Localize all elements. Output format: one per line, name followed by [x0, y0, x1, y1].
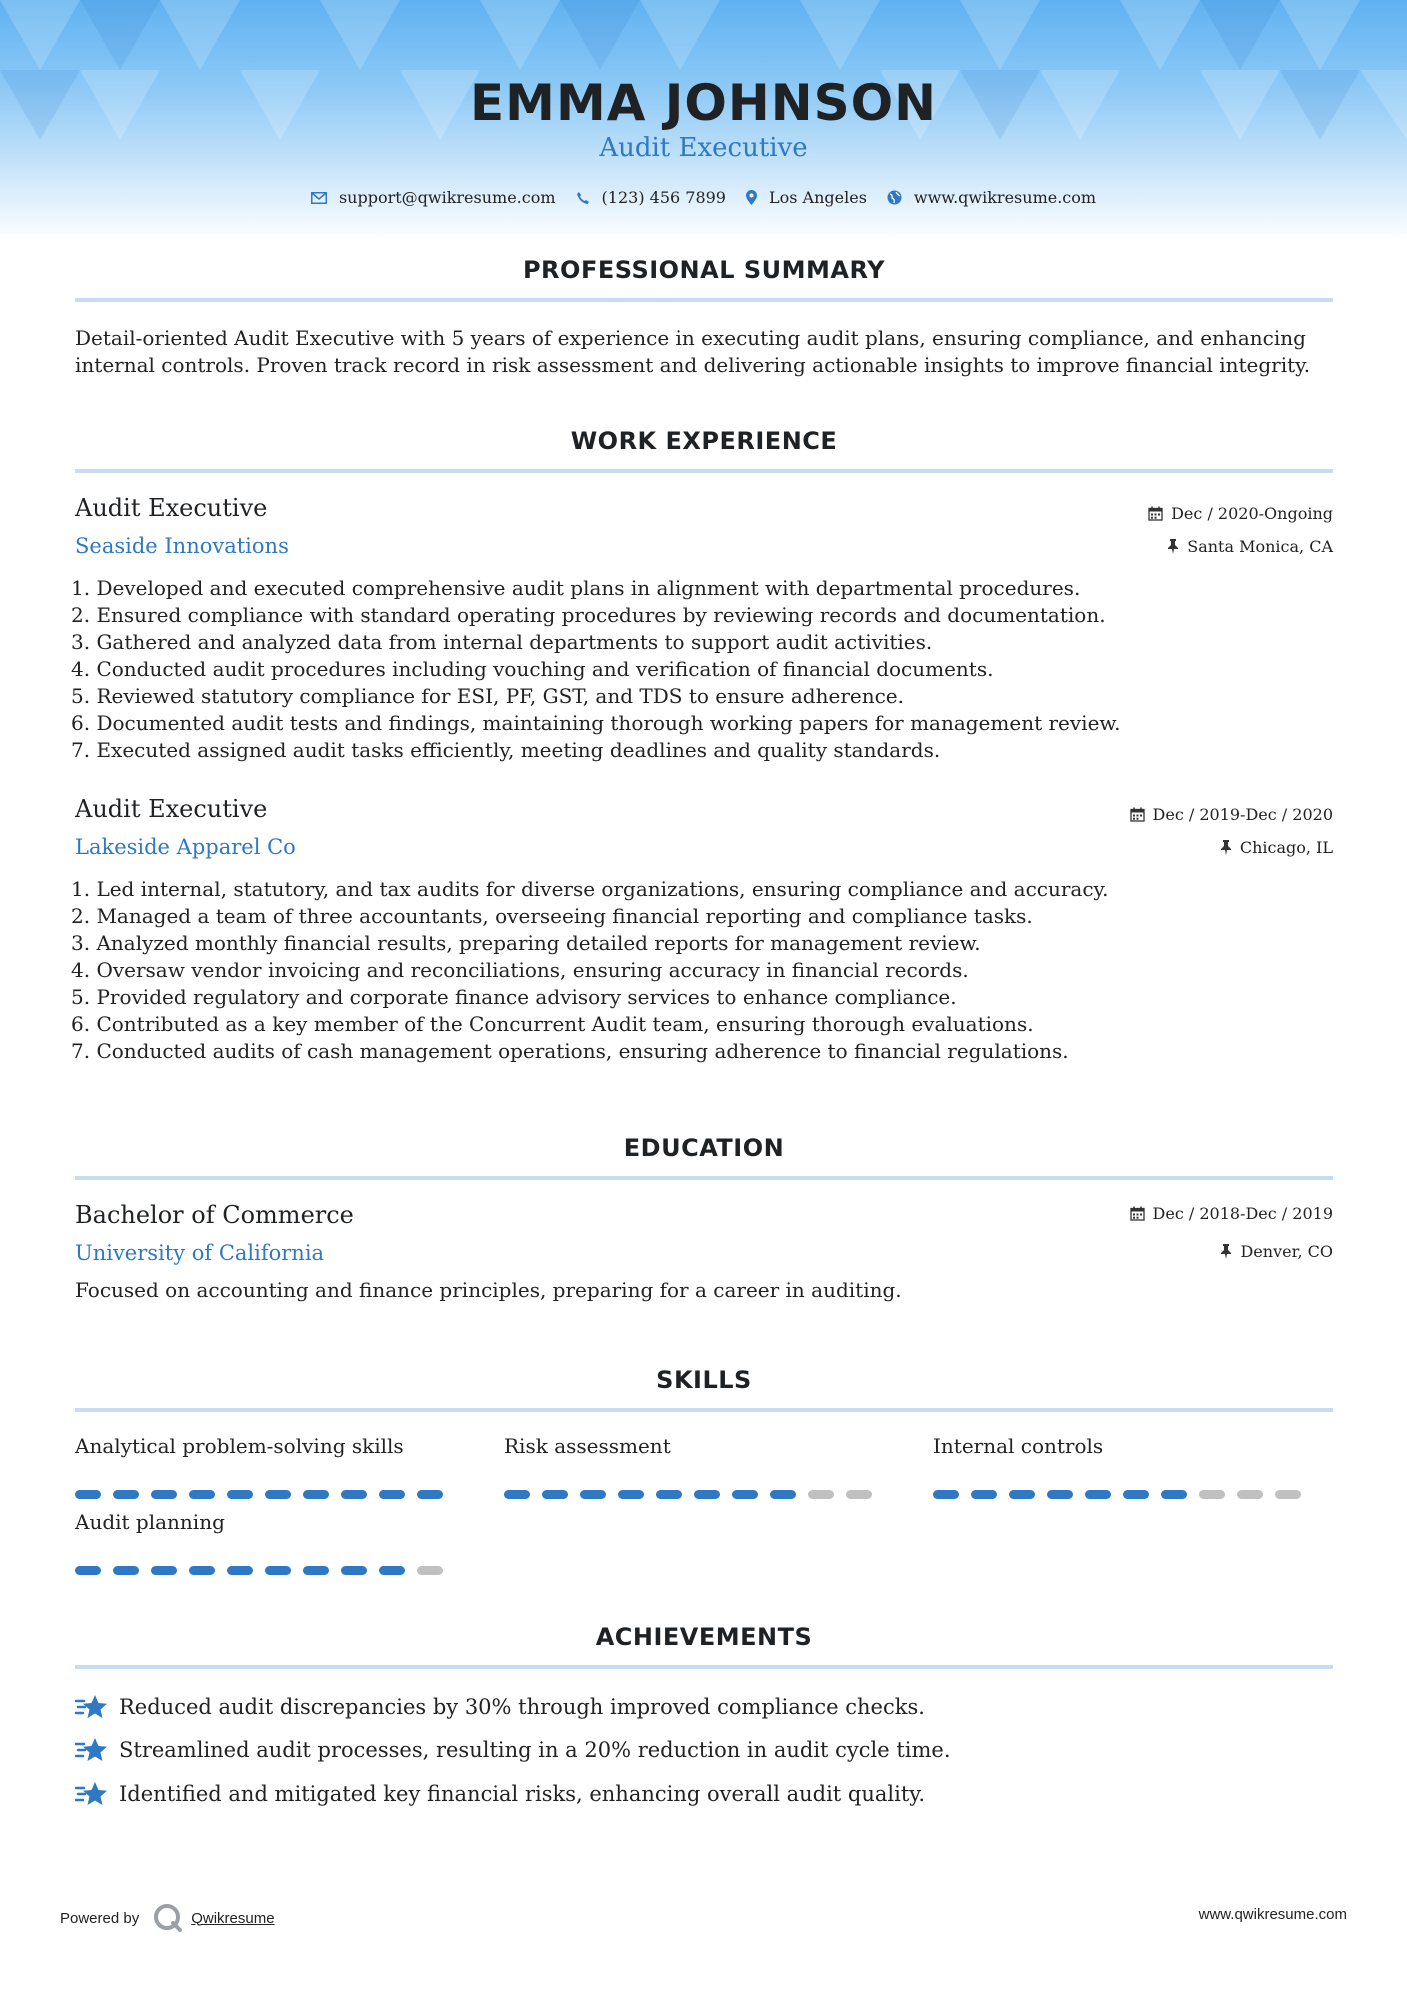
achievements-heading: ACHIEVEMENTS	[595, 1623, 813, 1651]
location-text: Denver, CO	[1240, 1242, 1333, 1261]
skill-level-segment	[417, 1566, 443, 1575]
qwikresume-logo-icon	[153, 1903, 183, 1933]
achievement-item	[75, 1736, 951, 1764]
location-text: Los Angeles	[768, 188, 867, 207]
skill-item	[75, 1434, 455, 1499]
degree-title: Bachelor of Commerce	[75, 1201, 354, 1229]
summary-divider	[75, 298, 1333, 302]
skill-level-segment	[265, 1490, 291, 1499]
skill-level-segment	[808, 1490, 834, 1499]
skill-level-segment	[417, 1490, 443, 1499]
skill-level-segment	[113, 1490, 139, 1499]
skill-level-segment	[379, 1490, 405, 1499]
skill-level-segment	[1047, 1490, 1073, 1499]
achievements-divider	[75, 1665, 1333, 1669]
education-dates	[1130, 1204, 1333, 1223]
skill-level-segment	[933, 1490, 959, 1499]
skill-level-bar	[75, 1490, 455, 1499]
skills-heading: SKILLS	[656, 1366, 752, 1394]
achievement-text: Identified and mitigated key financial risks, enhancing overall audit quality.	[119, 1782, 926, 1806]
achievement-item	[75, 1693, 925, 1721]
list-item: 2. Ensured compliance with standard operating procedures by reviewing records and documentation.	[71, 603, 1106, 627]
job-dates	[1130, 805, 1333, 824]
contact-email[interactable]	[311, 188, 556, 207]
list-item: 6. Contributed as a key member of the Concurrent Audit team, ensuring thorough evaluations.	[71, 1012, 1034, 1036]
summary-heading: PROFESSIONAL SUMMARY	[522, 256, 886, 284]
qwikresume-link[interactable]: Qwikresume	[191, 1909, 275, 1927]
skill-level-segment	[770, 1490, 796, 1499]
education-description: Focused on accounting and finance principles, preparing for a career in auditing.	[75, 1278, 902, 1302]
skill-level-segment	[732, 1490, 758, 1499]
list-item: 3. Gathered and analyzed data from internal departments to support audit activities.	[71, 630, 933, 654]
skill-level-segment	[265, 1566, 291, 1575]
contact-bar	[0, 188, 1407, 207]
website-text: www.qwikresume.com	[913, 188, 1097, 207]
dates-text: Dec / 2019-Dec / 2020	[1152, 805, 1333, 824]
star-icon	[75, 1736, 107, 1764]
contact-location	[746, 188, 867, 207]
skill-level-segment	[542, 1490, 568, 1499]
skill-level-bar	[504, 1490, 884, 1499]
candidate-name: EMMA JOHNSON	[470, 74, 937, 132]
star-icon	[75, 1693, 107, 1721]
footer-url[interactable]: www.qwikresume.com	[1198, 1906, 1347, 1923]
skill-level-segment	[1085, 1490, 1111, 1499]
skill-level-segment	[189, 1566, 215, 1575]
job-company: Lakeside Apparel Co	[75, 835, 296, 859]
job-bullets	[71, 876, 1109, 1065]
job-company: Seaside Innovations	[75, 534, 289, 558]
skill-level-segment	[1199, 1490, 1225, 1499]
candidate-title: Audit Executive	[599, 133, 808, 163]
skill-level-segment	[341, 1490, 367, 1499]
skill-level-segment	[846, 1490, 872, 1499]
dates-text: Dec / 2018-Dec / 2019	[1152, 1204, 1333, 1223]
education-divider	[75, 1176, 1333, 1180]
skill-level-segment	[151, 1566, 177, 1575]
skill-name: Risk assessment	[504, 1434, 671, 1458]
list-item: 4. Oversaw vendor invoicing and reconciliations, ensuring accuracy in financial records.	[71, 958, 969, 982]
skill-level-bar	[933, 1490, 1313, 1499]
skill-name: Analytical problem-solving skills	[75, 1434, 404, 1458]
calendar-icon	[1130, 807, 1145, 822]
experience-divider	[75, 469, 1333, 473]
list-item: 2. Managed a team of three accountants, overseeing financial reporting and compliance tasks.	[71, 904, 1033, 928]
skill-level-segment	[580, 1490, 606, 1499]
email-text: support@qwikresume.com	[338, 188, 556, 207]
job-bullets	[71, 575, 1121, 764]
list-item: 4. Conducted audit procedures including vouching and verification of financial documents.	[71, 657, 994, 681]
summary-text: Detail-oriented Audit Executive with 5 years of experience in executing audit plans, ensuring compliance, and enhancing internal controls. Proven track record in risk assessment and delivering actionable insights to improve financial integrity.	[75, 326, 1311, 377]
powered-by-label: Powered by	[60, 1909, 140, 1927]
skill-level-segment	[227, 1566, 253, 1575]
skill-level-segment	[189, 1490, 215, 1499]
envelope-icon	[311, 192, 327, 204]
job-location	[1167, 537, 1333, 556]
skill-level-segment	[618, 1490, 644, 1499]
education-heading: EDUCATION	[623, 1134, 785, 1162]
pushpin-icon	[1220, 1244, 1232, 1259]
skill-level-bar	[75, 1566, 455, 1575]
achievement-text: Reduced audit discrepancies by 30% through improved compliance checks.	[119, 1695, 925, 1719]
job-dates	[1148, 504, 1333, 523]
skill-level-segment	[227, 1490, 253, 1499]
education-location	[1220, 1242, 1333, 1261]
location-text: Chicago, IL	[1239, 838, 1333, 857]
skill-level-segment	[151, 1490, 177, 1499]
job-location	[1220, 838, 1333, 857]
contact-phone[interactable]	[576, 188, 726, 207]
skill-level-segment	[504, 1490, 530, 1499]
skill-level-segment	[303, 1490, 329, 1499]
list-item: 7. Conducted audits of cash management operations, ensuring adherence to financial regulations.	[71, 1039, 1069, 1063]
skill-item	[933, 1434, 1313, 1499]
skill-level-segment	[303, 1566, 329, 1575]
skill-level-segment	[971, 1490, 997, 1499]
achievement-item	[75, 1780, 925, 1808]
list-item: 5. Provided regulatory and corporate finance advisory services to enhance compliance.	[71, 985, 957, 1009]
skill-level-segment	[75, 1490, 101, 1499]
calendar-icon	[1130, 1206, 1145, 1221]
experience-heading: WORK EXPERIENCE	[570, 427, 838, 455]
list-item: 7. Executed assigned audit tasks efficiently, meeting deadlines and quality standards.	[71, 738, 941, 762]
school-name: University of California	[75, 1241, 325, 1265]
skills-divider	[75, 1408, 1333, 1412]
list-item: 5. Reviewed statutory compliance for ESI, PF, GST, and TDS to ensure adherence.	[71, 684, 904, 708]
skill-level-segment	[75, 1566, 101, 1575]
list-item: 1. Led internal, statutory, and tax audits for diverse organizations, ensuring compliance and accuracy.	[71, 877, 1109, 901]
skill-level-segment	[1123, 1490, 1149, 1499]
skill-item	[75, 1510, 455, 1575]
list-item: 3. Analyzed monthly financial results, preparing detailed reports for management review.	[71, 931, 981, 955]
contact-website[interactable]	[887, 188, 1096, 207]
phone-text: (123) 456 7899	[601, 188, 726, 207]
skill-level-segment	[341, 1566, 367, 1575]
skill-name: Audit planning	[75, 1510, 225, 1534]
skill-level-segment	[1237, 1490, 1263, 1499]
skill-name: Internal controls	[933, 1434, 1104, 1458]
job-title: Audit Executive	[75, 494, 268, 522]
powered-by	[60, 1903, 275, 1933]
map-pin-icon	[746, 190, 757, 205]
phone-icon	[576, 191, 590, 205]
list-item: 1. Developed and executed comprehensive audit plans in alignment with departmental procedures.	[71, 576, 1081, 600]
skill-level-segment	[694, 1490, 720, 1499]
globe-icon	[887, 190, 902, 205]
achievement-text: Streamlined audit processes, resulting in a 20% reduction in audit cycle time.	[119, 1738, 951, 1762]
skill-level-segment	[1275, 1490, 1301, 1499]
skill-item	[504, 1434, 884, 1499]
skill-level-segment	[1161, 1490, 1187, 1499]
skill-level-segment	[656, 1490, 682, 1499]
skill-level-segment	[113, 1566, 139, 1575]
pushpin-icon	[1167, 539, 1179, 554]
star-icon	[75, 1780, 107, 1808]
location-text: Santa Monica, CA	[1187, 537, 1333, 556]
job-title: Audit Executive	[75, 795, 268, 823]
skill-level-segment	[1009, 1490, 1035, 1499]
calendar-icon	[1148, 506, 1163, 521]
pushpin-icon	[1220, 840, 1232, 855]
list-item: 6. Documented audit tests and findings, maintaining thorough working papers for management review.	[71, 711, 1121, 735]
skill-level-segment	[379, 1566, 405, 1575]
dates-text: Dec / 2020-Ongoing	[1171, 504, 1333, 523]
